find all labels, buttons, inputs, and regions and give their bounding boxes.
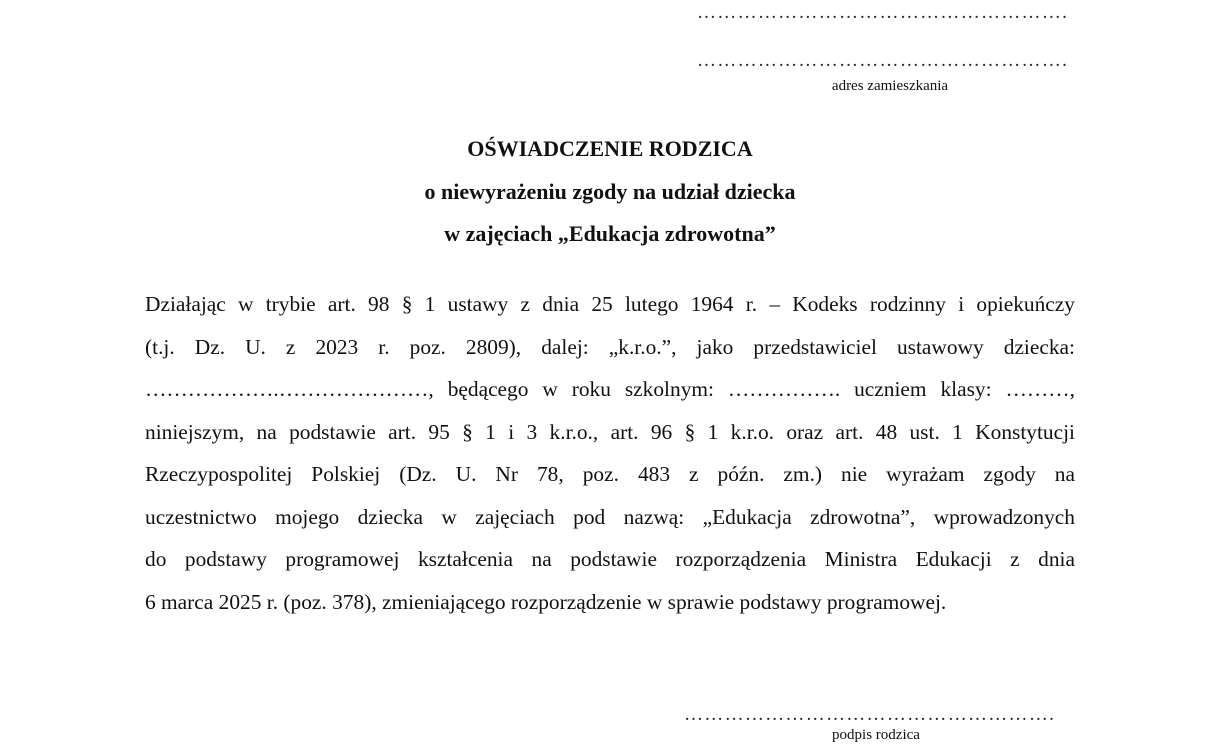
body-line: (t.j. Dz. U. z 2023 r. poz. 2809), dalej: „k.r.o.”, jako przedstawiciel ustawowy dziecka: <box>145 334 1075 359</box>
body-line: niniejszym, na podstawie art. 95 § 1 i 3 k.r.o., art. 96 § 1 k.r.o. oraz art. 48 ust. 1 Konstytucji <box>145 419 1075 444</box>
body-line: Rzeczypospolitej Polskiej (Dz. U. Nr 78, poz. 483 z późn. zm.) nie wyrażam zgody na <box>145 462 1075 486</box>
document-subtitle-line-2: w zajęciach „Edukacja zdrowotna” <box>444 221 776 246</box>
body-line: Działając w trybie art. 98 § 1 ustawy z dnia 25 lutego 1964 r. – Kodeks rodzinny i opiekuńczy <box>145 292 1075 316</box>
document-subtitle-line-1: o niewyrażeniu zgody na udział dziecka <box>424 179 796 204</box>
address-caption: adres zamieszkania <box>831 78 949 94</box>
signature-caption: podpis rodzica <box>832 727 920 743</box>
address-line-1-placeholder: ………………………………………………. <box>697 2 1069 23</box>
body-line: 6 marca 2025 r. (poz. 378), zmieniającego rozporządzenie w sprawie podstawy programowej. <box>145 589 947 614</box>
address-line-2-placeholder: ………………………………………………. <box>697 50 1069 71</box>
document-title: OŚWIADCZENIE RODZICA <box>467 136 753 161</box>
body-line: ……………….…………………, będącego w roku szkolnym: ……………. uczniem klasy: ………, <box>145 377 1075 401</box>
signature-line-placeholder: ………………………………………………. <box>684 704 1056 725</box>
body-line: uczestnictwo mojego dziecka w zajęciach pod nazwą: „Edukacja zdrowotna”, wprowadzonych <box>145 504 1075 529</box>
body-line: do podstawy programowej kształcenia na podstawie rozporządzenia Ministra Edukacji z dnia <box>145 547 1075 571</box>
statement-body <box>145 283 1075 623</box>
